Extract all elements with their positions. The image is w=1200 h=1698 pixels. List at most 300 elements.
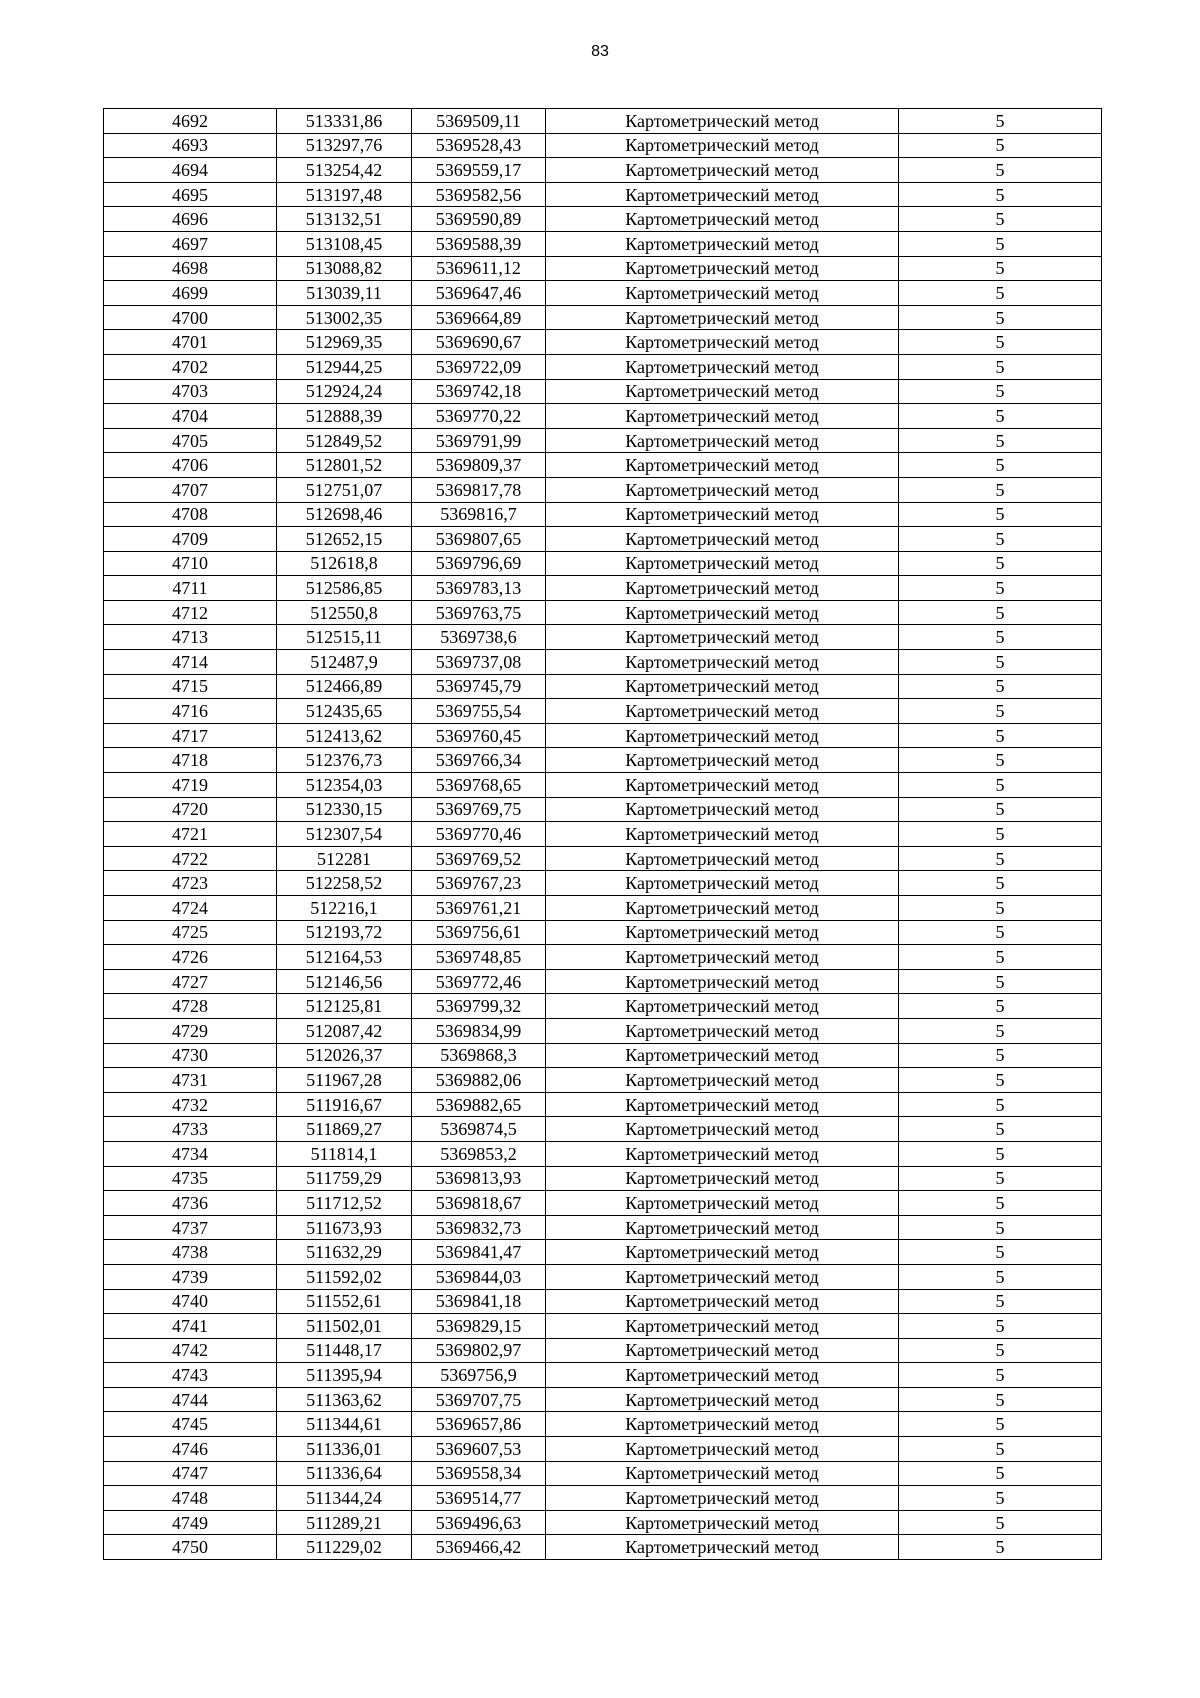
accuracy-cell: 5 [899, 846, 1102, 871]
point-number-cell: 4736 [104, 1191, 277, 1216]
y-coordinate-cell: 5369816,7 [412, 502, 546, 527]
y-coordinate-cell: 5369841,47 [412, 1240, 546, 1265]
coordinates-table-body [104, 109, 1102, 1560]
point-number-cell: 4711 [104, 576, 277, 601]
x-coordinate-cell: 512216,1 [277, 896, 412, 921]
x-coordinate-cell: 512466,89 [277, 674, 412, 699]
y-coordinate-cell: 5369796,69 [412, 551, 546, 576]
x-coordinate-cell: 512146,56 [277, 969, 412, 994]
method-cell: Картометрический метод [546, 600, 899, 625]
y-coordinate-cell: 5369772,46 [412, 969, 546, 994]
x-coordinate-cell: 511673,93 [277, 1215, 412, 1240]
point-number-cell: 4704 [104, 404, 277, 429]
method-cell: Картометрический метод [546, 1510, 899, 1535]
method-cell: Картометрический метод [546, 256, 899, 281]
point-number-cell: 4719 [104, 773, 277, 798]
point-number-cell: 4743 [104, 1363, 277, 1388]
accuracy-cell: 5 [899, 1191, 1102, 1216]
accuracy-cell: 5 [899, 1535, 1102, 1560]
point-number-cell: 4727 [104, 969, 277, 994]
y-coordinate-cell: 5369783,13 [412, 576, 546, 601]
y-coordinate-cell: 5369874,5 [412, 1117, 546, 1142]
x-coordinate-cell: 512944,25 [277, 354, 412, 379]
coordinates-table [103, 108, 1102, 1560]
point-number-cell: 4693 [104, 133, 277, 158]
table-row [104, 699, 1102, 724]
accuracy-cell: 5 [899, 920, 1102, 945]
method-cell: Картометрический метод [546, 158, 899, 183]
point-number-cell: 4733 [104, 1117, 277, 1142]
y-coordinate-cell: 5369766,34 [412, 748, 546, 773]
y-coordinate-cell: 5369834,99 [412, 1018, 546, 1043]
x-coordinate-cell: 513331,86 [277, 109, 412, 134]
y-coordinate-cell: 5369664,89 [412, 305, 546, 330]
table-row [104, 1338, 1102, 1363]
point-number-cell: 4701 [104, 330, 277, 355]
method-cell: Картометрический метод [546, 1240, 899, 1265]
method-cell: Картометрический метод [546, 1338, 899, 1363]
y-coordinate-cell: 5369756,9 [412, 1363, 546, 1388]
method-cell: Картометрический метод [546, 797, 899, 822]
y-coordinate-cell: 5369738,6 [412, 625, 546, 650]
table-row [104, 797, 1102, 822]
method-cell: Картометрический метод [546, 1215, 899, 1240]
method-cell: Картометрический метод [546, 994, 899, 1019]
accuracy-cell: 5 [899, 354, 1102, 379]
method-cell: Картометрический метод [546, 699, 899, 724]
point-number-cell: 4698 [104, 256, 277, 281]
y-coordinate-cell: 5369853,2 [412, 1141, 546, 1166]
x-coordinate-cell: 512026,37 [277, 1043, 412, 1068]
y-coordinate-cell: 5369514,77 [412, 1486, 546, 1511]
y-coordinate-cell: 5369770,22 [412, 404, 546, 429]
table-row [104, 576, 1102, 601]
x-coordinate-cell: 511448,17 [277, 1338, 412, 1363]
table-row [104, 1412, 1102, 1437]
method-cell: Картометрический метод [546, 1068, 899, 1093]
point-number-cell: 4706 [104, 453, 277, 478]
method-cell: Картометрический метод [546, 576, 899, 601]
table-row [104, 1215, 1102, 1240]
point-number-cell: 4697 [104, 231, 277, 256]
method-cell: Картометрический метод [546, 1092, 899, 1117]
accuracy-cell: 5 [899, 1314, 1102, 1339]
table-row [104, 650, 1102, 675]
point-number-cell: 4750 [104, 1535, 277, 1560]
y-coordinate-cell: 5369558,34 [412, 1461, 546, 1486]
x-coordinate-cell: 512849,52 [277, 428, 412, 453]
method-cell: Картометрический метод [546, 1486, 899, 1511]
x-coordinate-cell: 511363,62 [277, 1387, 412, 1412]
method-cell: Картометрический метод [546, 330, 899, 355]
point-number-cell: 4729 [104, 1018, 277, 1043]
point-number-cell: 4726 [104, 945, 277, 970]
point-number-cell: 4717 [104, 723, 277, 748]
method-cell: Картометрический метод [546, 1117, 899, 1142]
point-number-cell: 4731 [104, 1068, 277, 1093]
accuracy-cell: 5 [899, 1387, 1102, 1412]
method-cell: Картометрический метод [546, 207, 899, 232]
method-cell: Картометрический метод [546, 1043, 899, 1068]
x-coordinate-cell: 512125,81 [277, 994, 412, 1019]
x-coordinate-cell: 511395,94 [277, 1363, 412, 1388]
accuracy-cell: 5 [899, 477, 1102, 502]
x-coordinate-cell: 512924,24 [277, 379, 412, 404]
accuracy-cell: 5 [899, 969, 1102, 994]
y-coordinate-cell: 5369647,46 [412, 281, 546, 306]
table-row [104, 1117, 1102, 1142]
method-cell: Картометрический метод [546, 133, 899, 158]
y-coordinate-cell: 5369882,06 [412, 1068, 546, 1093]
x-coordinate-cell: 511814,1 [277, 1141, 412, 1166]
y-coordinate-cell: 5369791,99 [412, 428, 546, 453]
x-coordinate-cell: 512751,07 [277, 477, 412, 502]
method-cell: Картометрический метод [546, 969, 899, 994]
x-coordinate-cell: 511336,64 [277, 1461, 412, 1486]
x-coordinate-cell: 512193,72 [277, 920, 412, 945]
accuracy-cell: 5 [899, 1043, 1102, 1068]
point-number-cell: 4716 [104, 699, 277, 724]
method-cell: Картометрический метод [546, 354, 899, 379]
method-cell: Картометрический метод [546, 1437, 899, 1462]
y-coordinate-cell: 5369722,09 [412, 354, 546, 379]
method-cell: Картометрический метод [546, 1264, 899, 1289]
x-coordinate-cell: 512515,11 [277, 625, 412, 650]
table-row [104, 945, 1102, 970]
method-cell: Картометрический метод [546, 1363, 899, 1388]
x-coordinate-cell: 511502,01 [277, 1314, 412, 1339]
x-coordinate-cell: 512888,39 [277, 404, 412, 429]
accuracy-cell: 5 [899, 1338, 1102, 1363]
y-coordinate-cell: 5369466,42 [412, 1535, 546, 1560]
accuracy-cell: 5 [899, 723, 1102, 748]
table-row [104, 379, 1102, 404]
y-coordinate-cell: 5369817,78 [412, 477, 546, 502]
accuracy-cell: 5 [899, 699, 1102, 724]
table-row [104, 871, 1102, 896]
accuracy-cell: 5 [899, 674, 1102, 699]
table-row [104, 822, 1102, 847]
method-cell: Картометрический метод [546, 723, 899, 748]
point-number-cell: 4715 [104, 674, 277, 699]
accuracy-cell: 5 [899, 1117, 1102, 1142]
method-cell: Картометрический метод [546, 1387, 899, 1412]
y-coordinate-cell: 5369768,65 [412, 773, 546, 798]
x-coordinate-cell: 511592,02 [277, 1264, 412, 1289]
point-number-cell: 4732 [104, 1092, 277, 1117]
x-coordinate-cell: 512164,53 [277, 945, 412, 970]
table-row [104, 428, 1102, 453]
accuracy-cell: 5 [899, 945, 1102, 970]
accuracy-cell: 5 [899, 379, 1102, 404]
point-number-cell: 4700 [104, 305, 277, 330]
y-coordinate-cell: 5369745,79 [412, 674, 546, 699]
accuracy-cell: 5 [899, 330, 1102, 355]
x-coordinate-cell: 512487,9 [277, 650, 412, 675]
point-number-cell: 4695 [104, 182, 277, 207]
point-number-cell: 4709 [104, 527, 277, 552]
table-row [104, 625, 1102, 650]
method-cell: Картометрический метод [546, 1461, 899, 1486]
method-cell: Картометрический метод [546, 748, 899, 773]
y-coordinate-cell: 5369559,17 [412, 158, 546, 183]
x-coordinate-cell: 511967,28 [277, 1068, 412, 1093]
y-coordinate-cell: 5369832,73 [412, 1215, 546, 1240]
accuracy-cell: 5 [899, 1166, 1102, 1191]
method-cell: Картометрический метод [546, 871, 899, 896]
method-cell: Картометрический метод [546, 674, 899, 699]
table-row [104, 527, 1102, 552]
accuracy-cell: 5 [899, 1412, 1102, 1437]
accuracy-cell: 5 [899, 1240, 1102, 1265]
accuracy-cell: 5 [899, 576, 1102, 601]
point-number-cell: 4746 [104, 1437, 277, 1462]
method-cell: Картометрический метод [546, 502, 899, 527]
y-coordinate-cell: 5369756,61 [412, 920, 546, 945]
table-row [104, 133, 1102, 158]
method-cell: Картометрический метод [546, 625, 899, 650]
x-coordinate-cell: 512330,15 [277, 797, 412, 822]
x-coordinate-cell: 512801,52 [277, 453, 412, 478]
table-row [104, 551, 1102, 576]
method-cell: Картометрический метод [546, 379, 899, 404]
table-row [104, 600, 1102, 625]
point-number-cell: 4741 [104, 1314, 277, 1339]
table-row [104, 1092, 1102, 1117]
y-coordinate-cell: 5369813,93 [412, 1166, 546, 1191]
y-coordinate-cell: 5369841,18 [412, 1289, 546, 1314]
table-row [104, 1264, 1102, 1289]
method-cell: Картометрический метод [546, 846, 899, 871]
table-row [104, 109, 1102, 134]
y-coordinate-cell: 5369769,52 [412, 846, 546, 871]
y-coordinate-cell: 5369763,75 [412, 600, 546, 625]
accuracy-cell: 5 [899, 527, 1102, 552]
accuracy-cell: 5 [899, 650, 1102, 675]
method-cell: Картометрический метод [546, 404, 899, 429]
point-number-cell: 4722 [104, 846, 277, 871]
y-coordinate-cell: 5369802,97 [412, 1338, 546, 1363]
method-cell: Картометрический метод [546, 1018, 899, 1043]
accuracy-cell: 5 [899, 625, 1102, 650]
point-number-cell: 4724 [104, 896, 277, 921]
table-row [104, 354, 1102, 379]
method-cell: Картометрический метод [546, 822, 899, 847]
method-cell: Картометрический метод [546, 182, 899, 207]
page-number: 83 [591, 43, 609, 60]
point-number-cell: 4696 [104, 207, 277, 232]
x-coordinate-cell: 511336,01 [277, 1437, 412, 1462]
point-number-cell: 4692 [104, 109, 277, 134]
y-coordinate-cell: 5369755,54 [412, 699, 546, 724]
accuracy-cell: 5 [899, 1289, 1102, 1314]
method-cell: Картометрический метод [546, 1289, 899, 1314]
table-row [104, 1314, 1102, 1339]
accuracy-cell: 5 [899, 231, 1102, 256]
method-cell: Картометрический метод [546, 281, 899, 306]
table-row [104, 477, 1102, 502]
accuracy-cell: 5 [899, 1437, 1102, 1462]
table-row [104, 969, 1102, 994]
y-coordinate-cell: 5369742,18 [412, 379, 546, 404]
point-number-cell: 4707 [104, 477, 277, 502]
table-row [104, 1387, 1102, 1412]
accuracy-cell: 5 [899, 797, 1102, 822]
x-coordinate-cell: 513254,42 [277, 158, 412, 183]
table-row [104, 1191, 1102, 1216]
x-coordinate-cell: 511552,61 [277, 1289, 412, 1314]
point-number-cell: 4708 [104, 502, 277, 527]
accuracy-cell: 5 [899, 109, 1102, 134]
y-coordinate-cell: 5369590,89 [412, 207, 546, 232]
method-cell: Картометрический метод [546, 1141, 899, 1166]
x-coordinate-cell: 512652,15 [277, 527, 412, 552]
x-coordinate-cell: 512969,35 [277, 330, 412, 355]
accuracy-cell: 5 [899, 1486, 1102, 1511]
accuracy-cell: 5 [899, 994, 1102, 1019]
point-number-cell: 4723 [104, 871, 277, 896]
accuracy-cell: 5 [899, 1264, 1102, 1289]
table-row [104, 1166, 1102, 1191]
accuracy-cell: 5 [899, 773, 1102, 798]
accuracy-cell: 5 [899, 1018, 1102, 1043]
table-row [104, 896, 1102, 921]
x-coordinate-cell: 512413,62 [277, 723, 412, 748]
method-cell: Картометрический метод [546, 920, 899, 945]
x-coordinate-cell: 511229,02 [277, 1535, 412, 1560]
table-row [104, 1486, 1102, 1511]
x-coordinate-cell: 512281 [277, 846, 412, 871]
table-row [104, 1535, 1102, 1560]
y-coordinate-cell: 5369509,11 [412, 109, 546, 134]
point-number-cell: 4720 [104, 797, 277, 822]
y-coordinate-cell: 5369767,23 [412, 871, 546, 896]
table-row [104, 502, 1102, 527]
y-coordinate-cell: 5369844,03 [412, 1264, 546, 1289]
table-row [104, 1289, 1102, 1314]
point-number-cell: 4749 [104, 1510, 277, 1535]
x-coordinate-cell: 512586,85 [277, 576, 412, 601]
point-number-cell: 4730 [104, 1043, 277, 1068]
x-coordinate-cell: 511916,67 [277, 1092, 412, 1117]
point-number-cell: 4714 [104, 650, 277, 675]
y-coordinate-cell: 5369657,86 [412, 1412, 546, 1437]
point-number-cell: 4713 [104, 625, 277, 650]
y-coordinate-cell: 5369807,65 [412, 527, 546, 552]
point-number-cell: 4748 [104, 1486, 277, 1511]
method-cell: Картометрический метод [546, 453, 899, 478]
accuracy-cell: 5 [899, 1215, 1102, 1240]
x-coordinate-cell: 513132,51 [277, 207, 412, 232]
table-row [104, 773, 1102, 798]
y-coordinate-cell: 5369582,56 [412, 182, 546, 207]
accuracy-cell: 5 [899, 1363, 1102, 1388]
x-coordinate-cell: 512618,8 [277, 551, 412, 576]
table-row [104, 404, 1102, 429]
point-number-cell: 4725 [104, 920, 277, 945]
accuracy-cell: 5 [899, 1461, 1102, 1486]
method-cell: Картометрический метод [546, 109, 899, 134]
point-number-cell: 4710 [104, 551, 277, 576]
method-cell: Картометрический метод [546, 527, 899, 552]
table-row [104, 1461, 1102, 1486]
y-coordinate-cell: 5369707,75 [412, 1387, 546, 1412]
table-row [104, 1068, 1102, 1093]
table-row [104, 846, 1102, 871]
accuracy-cell: 5 [899, 748, 1102, 773]
method-cell: Картометрический метод [546, 1314, 899, 1339]
accuracy-cell: 5 [899, 600, 1102, 625]
table-row [104, 281, 1102, 306]
method-cell: Картометрический метод [546, 650, 899, 675]
accuracy-cell: 5 [899, 428, 1102, 453]
accuracy-cell: 5 [899, 1068, 1102, 1093]
y-coordinate-cell: 5369770,46 [412, 822, 546, 847]
point-number-cell: 4721 [104, 822, 277, 847]
table-row [104, 674, 1102, 699]
x-coordinate-cell: 512376,73 [277, 748, 412, 773]
accuracy-cell: 5 [899, 207, 1102, 232]
point-number-cell: 4718 [104, 748, 277, 773]
table-row [104, 1240, 1102, 1265]
table-row [104, 1043, 1102, 1068]
x-coordinate-cell: 511759,29 [277, 1166, 412, 1191]
table-row [104, 994, 1102, 1019]
accuracy-cell: 5 [899, 182, 1102, 207]
method-cell: Картометрический метод [546, 1166, 899, 1191]
point-number-cell: 4735 [104, 1166, 277, 1191]
method-cell: Картометрический метод [546, 231, 899, 256]
y-coordinate-cell: 5369882,65 [412, 1092, 546, 1117]
method-cell: Картометрический метод [546, 896, 899, 921]
y-coordinate-cell: 5369760,45 [412, 723, 546, 748]
method-cell: Картометрический метод [546, 773, 899, 798]
accuracy-cell: 5 [899, 158, 1102, 183]
method-cell: Картометрический метод [546, 305, 899, 330]
x-coordinate-cell: 513108,45 [277, 231, 412, 256]
y-coordinate-cell: 5369588,39 [412, 231, 546, 256]
y-coordinate-cell: 5369799,32 [412, 994, 546, 1019]
x-coordinate-cell: 513197,48 [277, 182, 412, 207]
table-row [104, 1437, 1102, 1462]
table-row [104, 748, 1102, 773]
x-coordinate-cell: 511344,61 [277, 1412, 412, 1437]
point-number-cell: 4738 [104, 1240, 277, 1265]
x-coordinate-cell: 513297,76 [277, 133, 412, 158]
point-number-cell: 4699 [104, 281, 277, 306]
table-row [104, 920, 1102, 945]
point-number-cell: 4703 [104, 379, 277, 404]
table-row [104, 207, 1102, 232]
y-coordinate-cell: 5369769,75 [412, 797, 546, 822]
x-coordinate-cell: 512354,03 [277, 773, 412, 798]
y-coordinate-cell: 5369809,37 [412, 453, 546, 478]
table-row [104, 231, 1102, 256]
accuracy-cell: 5 [899, 822, 1102, 847]
accuracy-cell: 5 [899, 1092, 1102, 1117]
point-number-cell: 4747 [104, 1461, 277, 1486]
y-coordinate-cell: 5369496,63 [412, 1510, 546, 1535]
accuracy-cell: 5 [899, 404, 1102, 429]
method-cell: Картометрический метод [546, 1412, 899, 1437]
point-number-cell: 4728 [104, 994, 277, 1019]
x-coordinate-cell: 513039,11 [277, 281, 412, 306]
point-number-cell: 4712 [104, 600, 277, 625]
x-coordinate-cell: 511869,27 [277, 1117, 412, 1142]
method-cell: Картометрический метод [546, 1191, 899, 1216]
method-cell: Картометрический метод [546, 1535, 899, 1560]
table-row [104, 330, 1102, 355]
